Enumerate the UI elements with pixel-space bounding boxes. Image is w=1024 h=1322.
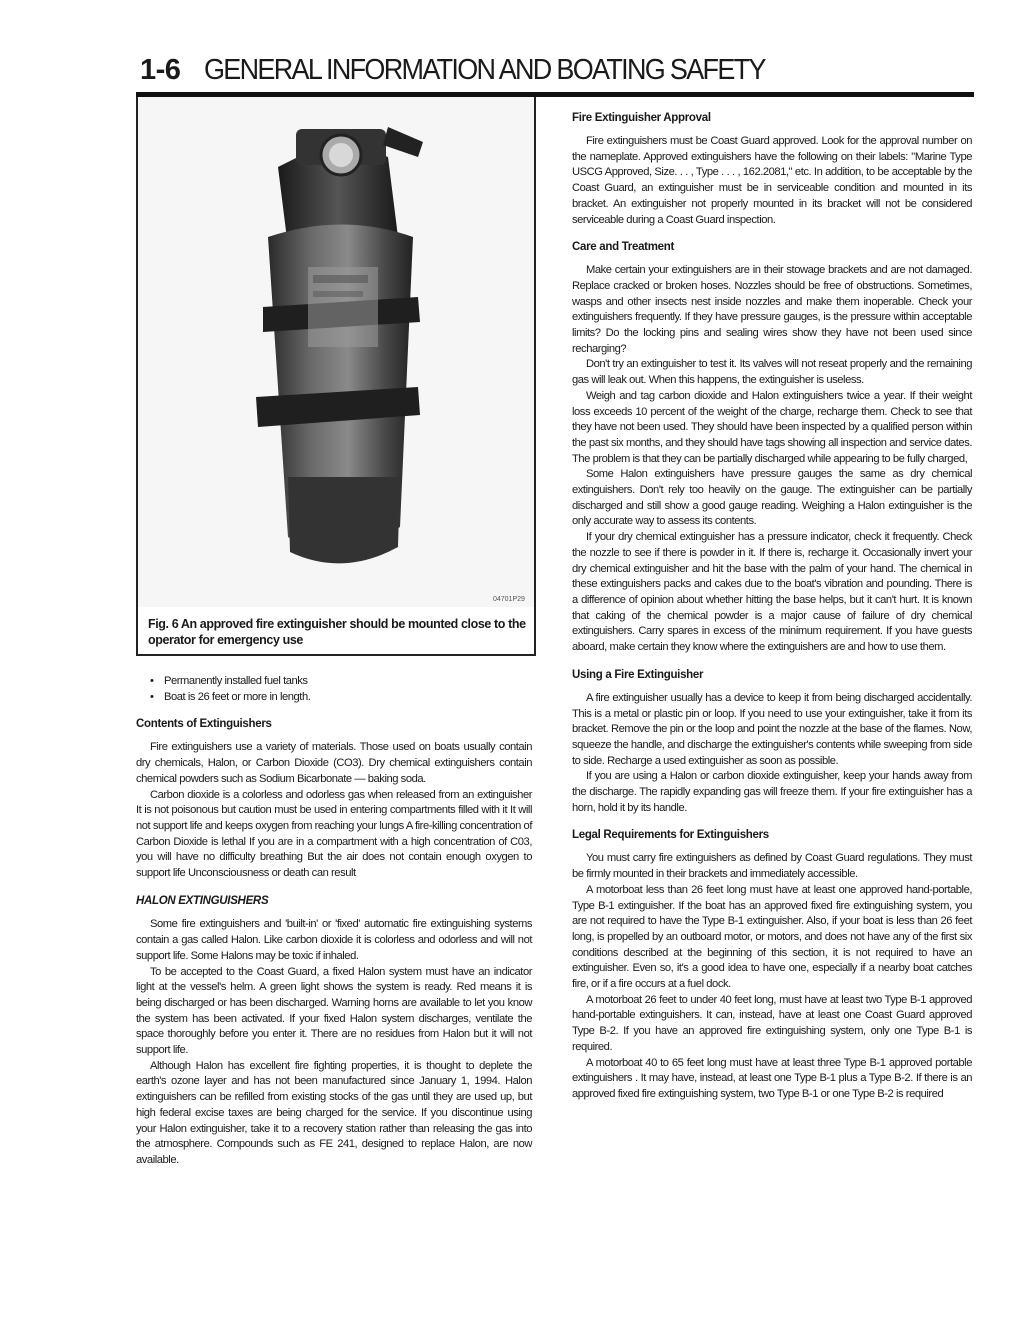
- page-title: GENERAL INFORMATION AND BOATING SAFETY: [204, 54, 765, 86]
- heading-fire-extinguisher-approval: Fire Extinguisher Approval: [572, 112, 711, 124]
- paragraph: If you are using a Halon or carbon dioxide extinguisher, keep your hands away from the discharge. The rapidly expanding gas will freeze them. If your fire extinguisher has a horn, hold it by its handle.: [572, 770, 972, 814]
- heading-halon-extinguishers: HALON EXTINGUISHERS: [136, 894, 269, 907]
- heading-contents-of-extinguishers: Contents of Extinguishers: [136, 718, 272, 731]
- paragraph: Fire extinguishers use a variety of materials. Those used on boats usually contain dry chemicals, Halon, or Carbon Dioxide (CO3). Dry chemical extinguishers contain chemical powders such as Sodium Bicarbonate — baking soda.: [136, 741, 532, 785]
- paragraph: You must carry fire extinguishers as defined by Coast Guard regulations. They must be firmly mounted in their brackets and immediately accessible.: [572, 852, 972, 881]
- section-number: 1-6: [140, 54, 181, 86]
- fire-extinguisher-photo: [138, 97, 534, 607]
- list-item: • Boat is 26 feet or more in length.: [150, 690, 532, 706]
- heading-using-a-fire-extinguisher: Using a Fire Extinguisher: [572, 668, 704, 681]
- paragraph: A motorboat 40 to 65 feet long must have at least three Type B-1 approved portable extinguishers . It may have, instead, at least one Type B-1 plus a Type B-2. If there is an approved fixed fire extinguishing system, two Type B-1 or one Type B-2 is required: [572, 1056, 972, 1100]
- right-column: [572, 111, 972, 1103]
- paragraph: If your dry chemical extinguisher has a pressure indicator, check it frequently. Check the nozzle to see if there is powder in it. If there is, recharge it. Occasionally invert your dry chemical extinguisher and hit the base with the palm of your hand. The chemical in these extinguishers packs and cakes due to the boat's vibration and pounding. There is a difference of opinion about whether hitting the base helps, but it can't hurt. It is known that caking of the chemical powder is a major cause of failure of dry chemical extinguishers. Carry spares in excess of the minimum requirement. If you have guests aboard, make certain they know where the extinguishers are and how to use them.: [572, 531, 972, 654]
- paragraph: Make certain your extinguishers are in their stowage brackets and are not damaged. Replace cracked or broken hoses. Nozzles should be free of obstructions. Sometimes, wasps and other insects nest inside nozzles and make them inoperable. Check your extinguishers frequently. If they have pressure gauges, is the pressure within acceptable limits? Do the locking pins and sealing wires show they have not been used since recharging?: [572, 264, 972, 355]
- paragraph: A motorboat less than 26 feet long must have at least one approved hand-portable, Type B-1 extinguisher. If the boat has an approved fixed fire extinguishing system, you are not required to have the Type B-1 extinguisher. Also, if your boat is less than 26 feet long, is propelled by an outboard motor, or motors, and does not have any of the first six conditions described at the beginning of this section, it is not required to have an extinguisher. Even so, it's a good idea to have one, especially if a nearby boat catches fire, or if a fire occurs at a fuel dock.: [572, 883, 972, 991]
- paragraph: Some Halon extinguishers have pressure gauges the same as dry chemical extinguishers. Don't rely too heavily on the gauge. The extinguisher can be partially discharged and still show a good gauge reading. Weighing a Halon extinguisher is the only accurate way to assess its contents.: [572, 468, 972, 528]
- paragraph: To be accepted to the Coast Guard, a fixed Halon system must have an indicator light at the vessel's helm. A green light shows the system is ready. Red means it is being discharged or has been discharged. Warning horns are available to let you know the system has been activated. If your fixed Halon system discharges, ventilate the space thoroughly before you enter it. There are no residues from Halon but it will not support life.: [136, 965, 532, 1057]
- paragraph: Although Halon has excellent fire fighting properties, it is thought to deplete the earth's ozone layer and has not been manufactured since January 1, 1994. Halon extinguishers can be refilled from existing stocks of the gas until they are used up, but high federal excise taxes are being charged for the service. If you discontinue using your Halon extinguisher, take it to a recovery station rather than releasing the gas into the atmosphere. Compounds such as FE 241, designed to replace Halon, are now available.: [136, 1059, 532, 1166]
- page-header: [136, 50, 974, 96]
- paragraph: Don't try an extinguisher to test it. Its valves will not reseat properly and the remaining gas will leak out. When this happens, the extinguisher is useless.: [572, 358, 972, 387]
- figure-caption: Fig. 6 An approved fire extinguisher should be mounted close to the operator for emergency use: [148, 617, 526, 647]
- heading-care-and-treatment: Care and Treatment: [572, 241, 674, 254]
- paragraph: A fire extinguisher usually has a device to keep it from being discharged accidentally. This is a metal or plastic pin or loop. If you need to use your extinguisher, take it from its bracket. Remove the pin or the loop and point the nozzle at the base of the flames. Now, squeeze the handle, and discharge the extinguisher's contents while sweeping from side to side. Recharge a used extinguisher as soon as possible.: [572, 691, 972, 767]
- bullet-list: [136, 674, 532, 705]
- list-item: • Permanently installed fuel tanks: [150, 674, 532, 690]
- paragraph: Fire extinguishers must be Coast Guard approved. Look for the approval number on the nameplate. Approved extinguishers have the following on their labels: "Marine Type USCG Approved, Size. . . , Type . . . , 162.2081," etc. In addition, to be acceptable by the Coast Guard, an extinguisher must be in serviceable condition and mounted in its bracket. An extinguisher not properly mounted in its bracket will not be considered serviceable during a Coast Guard inspection.: [572, 135, 972, 226]
- heading-legal-requirements: Legal Requirements for Extinguishers: [572, 829, 769, 842]
- figure-code: 04701P29: [493, 596, 525, 603]
- left-column: [136, 674, 532, 1169]
- paragraph: Some fire extinguishers and 'built-in' or 'fixed' automatic fire extinguishing systems contain a gas called Halon. Like carbon dioxide it is colorless and odorless and will not support life. Some Halons may be toxic if inhaled.: [136, 918, 532, 962]
- paragraph: A motorboat 26 feet to under 40 feet long, must have at least two Type B-1 approved hand-portable extinguishers. It can, instead, have at least one Coast Guard approved Type B-2. If you have an approved fire extinguishing system, only one Type B-1 is required.: [572, 993, 972, 1053]
- paragraph: Weigh and tag carbon dioxide and Halon extinguishers twice a year. If their weight loss exceeds 10 percent of the weight of the charge, recharge them. Check to see that they have not been used. They should have been inspected by a qualified person within the past six months, and they should have tags showing all inspection and service dates. The problem is that they can be partially discharged while appearing to be fully charged,: [572, 389, 972, 465]
- figure-box: [136, 97, 536, 656]
- paragraph: Carbon dioxide is a colorless and odorless gas when released from an extinguisher It is not poisonous but caution must be used in entering compartments filled with it It will not support life and keeps oxygen from reaching your lungs A fire-killing concentration of Carbon Dioxide is lethal If you are in a compartment with a high concentration of C03, you will have no difficulty breathing But the air does not contain enough oxygen to support life Unconsciousness or death can result: [136, 788, 532, 880]
